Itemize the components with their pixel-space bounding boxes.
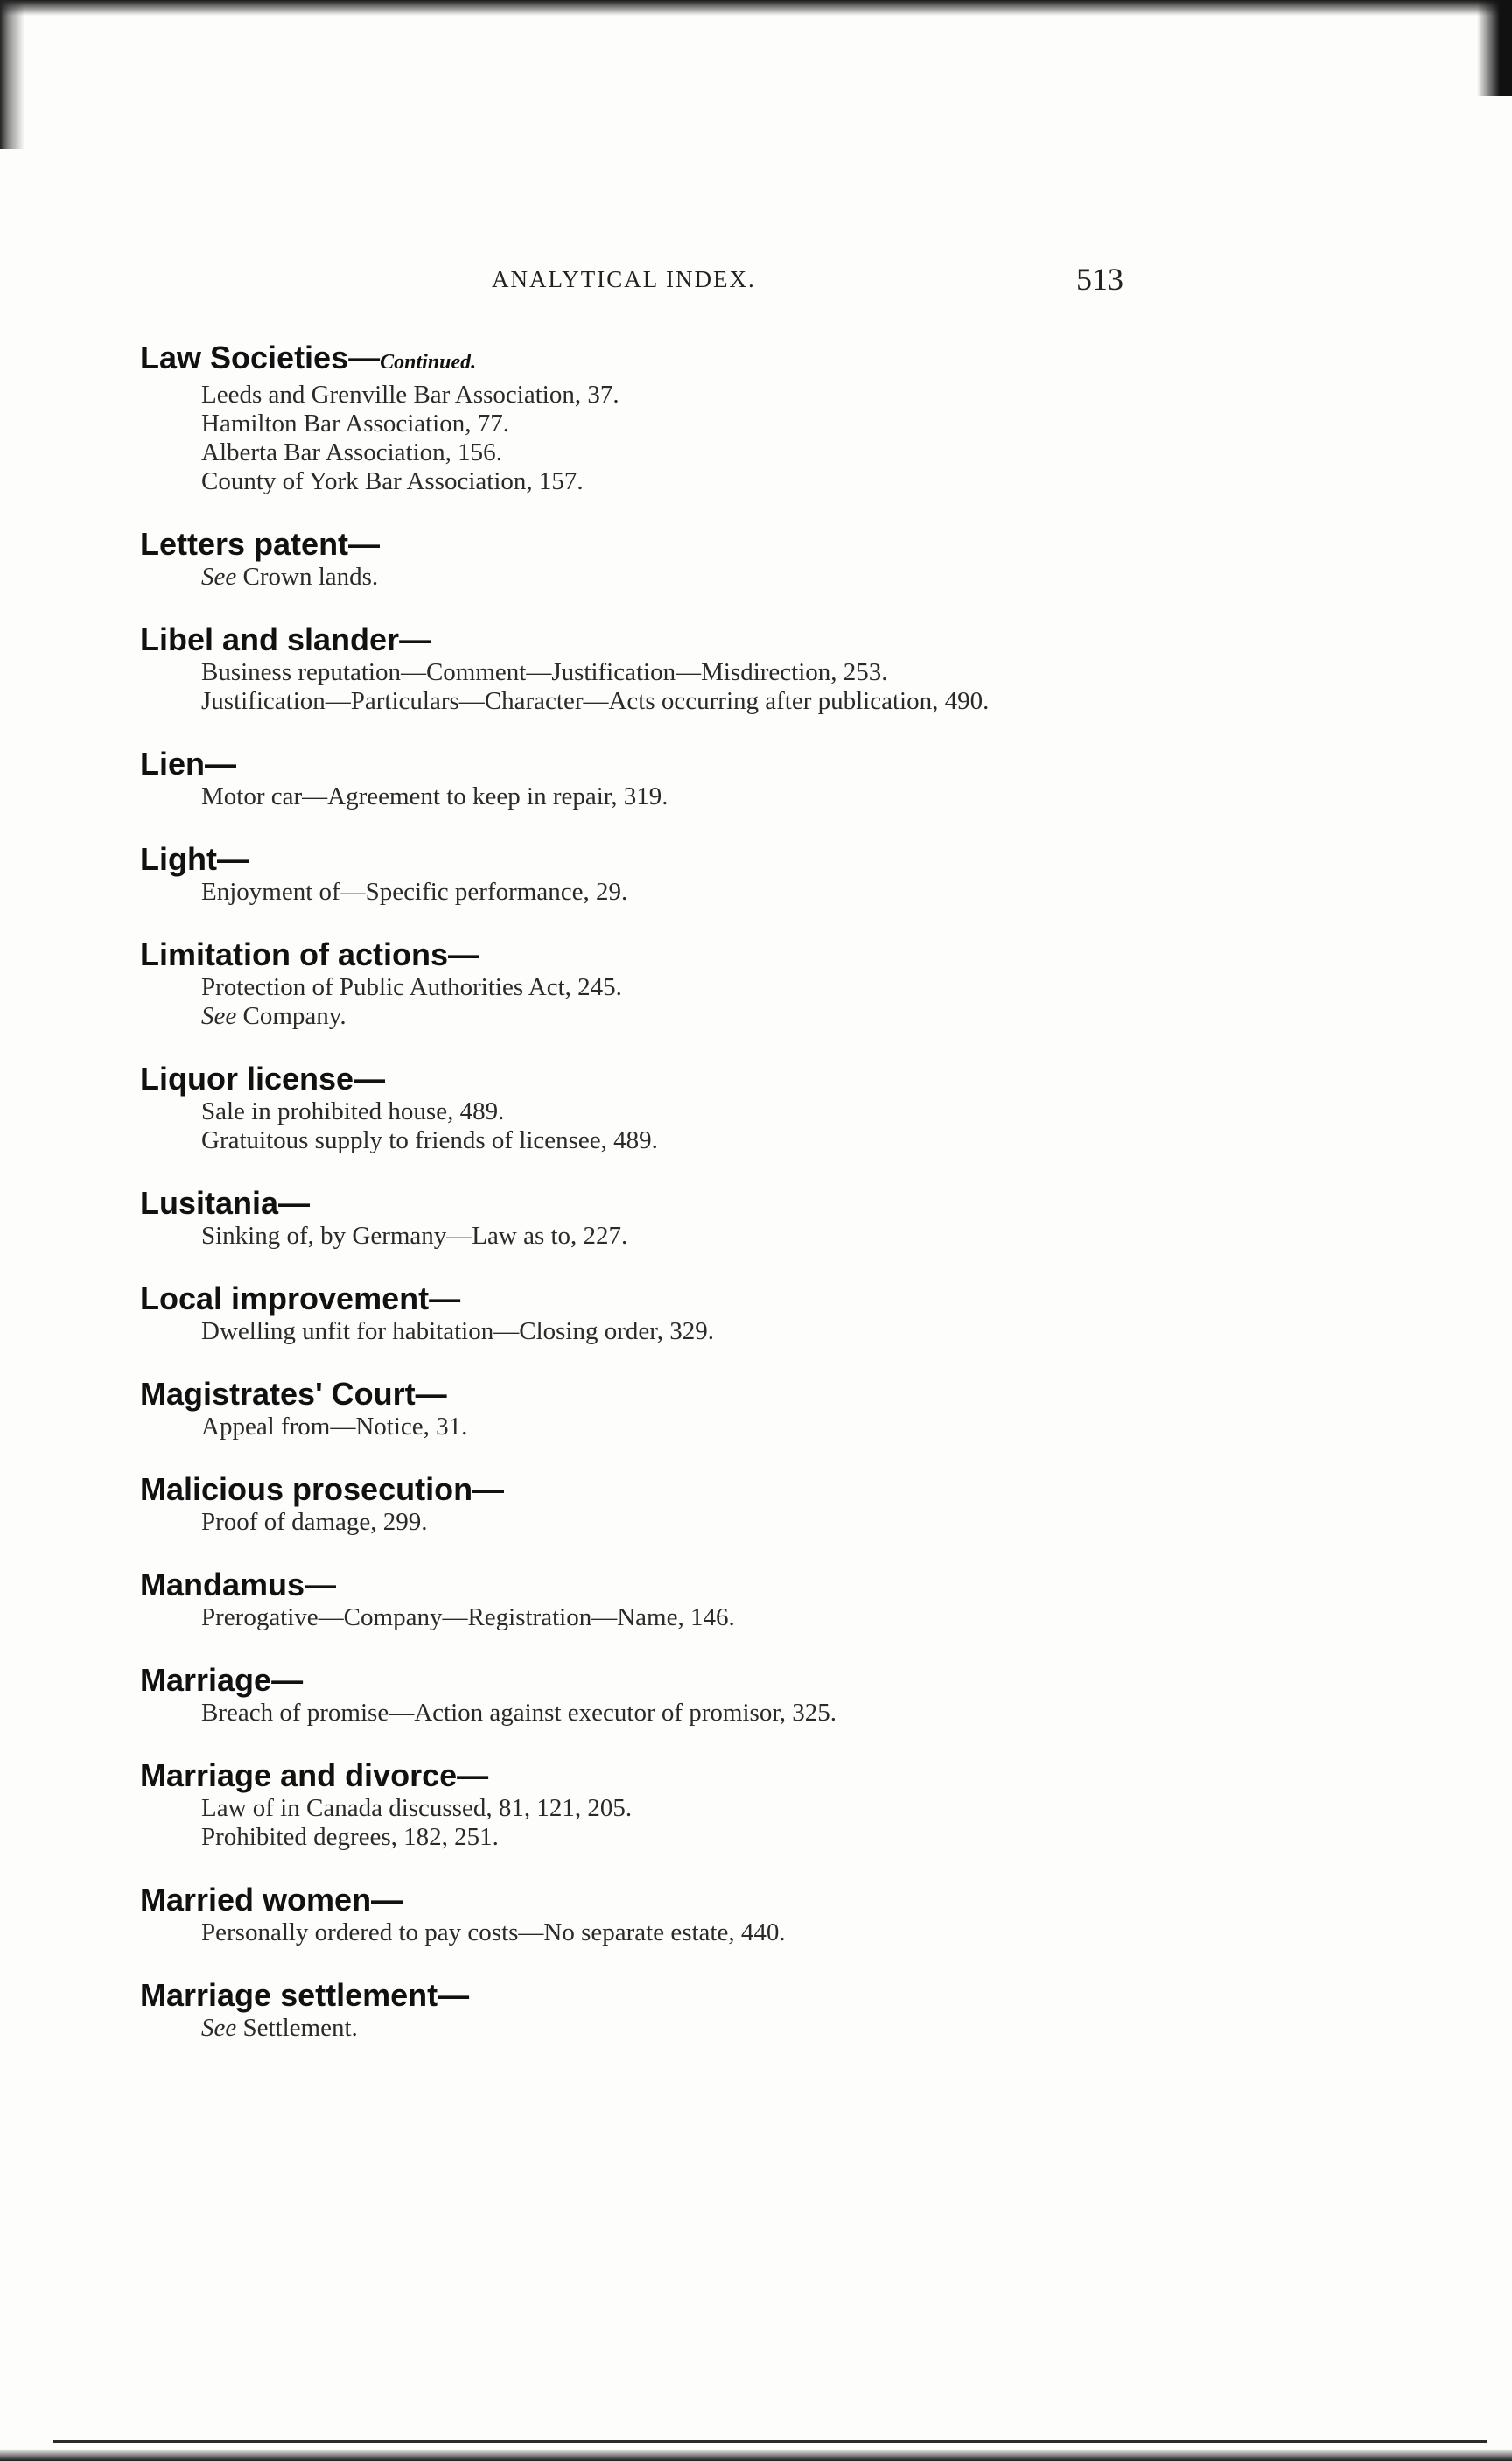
entry-subentries bbox=[201, 1603, 1146, 1632]
subentry: Business reputation—Comment—Justification—Misdirection, 253. bbox=[201, 658, 888, 686]
index-entry bbox=[140, 1882, 1146, 1947]
entry-subentries bbox=[201, 1413, 1146, 1441]
entry-heading: Marriage settlement— bbox=[140, 1977, 470, 2013]
continued-label: Continued. bbox=[380, 351, 477, 374]
entry-heading: Married women— bbox=[140, 1882, 403, 1918]
entry-heading: Lien— bbox=[140, 746, 237, 782]
index-entry bbox=[140, 621, 1146, 716]
index-entry bbox=[140, 1757, 1146, 1852]
entry-subentries bbox=[201, 973, 1146, 1031]
subentry: Dwelling unfit for habitation—Closing order, 329. bbox=[201, 1317, 715, 1345]
entry-subentries bbox=[201, 1317, 1146, 1346]
subentry bbox=[201, 2014, 1146, 2043]
entry-heading bbox=[140, 340, 1146, 381]
index-entry bbox=[140, 1280, 1146, 1346]
entry-heading: Limitation of actions— bbox=[140, 936, 480, 972]
entry-subentries bbox=[201, 1794, 1146, 1852]
see-reference: See bbox=[201, 1002, 237, 1030]
scan-edge-left bbox=[0, 0, 24, 149]
entry-subentries bbox=[201, 878, 1146, 907]
index-entry bbox=[140, 1977, 1146, 2043]
index-entry bbox=[140, 1376, 1146, 1441]
see-target: Crown lands. bbox=[236, 563, 379, 591]
subentry: Protection of Public Authorities Act, 245. bbox=[201, 973, 622, 1001]
entry-heading: Malicious prosecution— bbox=[140, 1471, 505, 1507]
see-reference: See bbox=[201, 2014, 237, 2042]
entry-heading: Marriage and divorce— bbox=[140, 1757, 489, 1793]
subentry: Prerogative—Company—Registration—Name, 146. bbox=[201, 1603, 735, 1631]
index-entry bbox=[140, 1185, 1146, 1251]
entry-subentries bbox=[201, 563, 1146, 592]
entry-heading: Local improvement— bbox=[140, 1280, 461, 1316]
scan-edge-top bbox=[0, 0, 1512, 16]
index-entry bbox=[140, 1662, 1146, 1728]
index-entry bbox=[140, 340, 1146, 496]
scan-edge-bottom bbox=[0, 2449, 1512, 2461]
entry-heading: Marriage— bbox=[140, 1662, 304, 1698]
index-list bbox=[140, 340, 1146, 2043]
index-entry bbox=[140, 1061, 1146, 1155]
index-entry bbox=[140, 1567, 1146, 1632]
entry-heading: Lusitania— bbox=[140, 1185, 311, 1221]
entry-subentries bbox=[201, 782, 1146, 811]
entry-heading: Mandamus— bbox=[140, 1567, 337, 1602]
entry-subentries bbox=[201, 1918, 1146, 1947]
entry-heading: Magistrates' Court— bbox=[140, 1376, 447, 1412]
index-entry bbox=[140, 841, 1146, 907]
entry-subentries bbox=[201, 1508, 1146, 1537]
entry-heading: Letters patent— bbox=[140, 526, 381, 562]
subentry: Law of in Canada discussed, 81, 121, 205. bbox=[201, 1794, 633, 1822]
subentry: Justification—Particulars—Character—Acts occurring after publication, 490. bbox=[201, 687, 990, 715]
see-target: Company. bbox=[236, 1002, 346, 1030]
entry-subentries bbox=[201, 658, 1146, 716]
subentry: Motor car—Agreement to keep in repair, 319. bbox=[201, 782, 668, 810]
subentry: Sale in prohibited house, 489. bbox=[201, 1097, 505, 1125]
see-target: Settlement. bbox=[236, 2014, 358, 2042]
entry-subentries bbox=[201, 2014, 1146, 2043]
subentry: Enjoyment of—Specific performance, 29. bbox=[201, 878, 628, 906]
entry-subentries bbox=[201, 1097, 1146, 1155]
index-entry bbox=[140, 936, 1146, 1031]
bottom-rule bbox=[52, 2440, 1488, 2443]
scan-edge-right bbox=[1477, 0, 1512, 96]
subentry: Alberta Bar Association, 156. bbox=[201, 438, 502, 466]
subentry bbox=[201, 563, 1146, 592]
index-entry bbox=[140, 746, 1146, 811]
index-entry bbox=[140, 1471, 1146, 1537]
see-reference: See bbox=[201, 563, 237, 591]
subentry: Hamilton Bar Association, 77. bbox=[201, 410, 509, 438]
index-entry bbox=[140, 526, 1146, 592]
subentry: Sinking of, by Germany—Law as to, 227. bbox=[201, 1222, 628, 1250]
subentry: Gratuitous supply to friends of licensee, 489. bbox=[201, 1126, 658, 1154]
subentry bbox=[201, 1002, 1146, 1031]
entry-heading: Liquor license— bbox=[140, 1061, 386, 1097]
subentry: Personally ordered to pay costs—No separate estate, 440. bbox=[201, 1918, 786, 1946]
entry-heading: Libel and slander— bbox=[140, 621, 431, 657]
running-head: ANALYTICAL INDEX. bbox=[492, 266, 756, 292]
subentry: Prohibited degrees, 182, 251. bbox=[201, 1823, 499, 1851]
heading-text: Law Societies— bbox=[140, 340, 381, 375]
subentry: Appeal from—Notice, 31. bbox=[201, 1413, 468, 1441]
entry-subentries bbox=[201, 381, 1146, 496]
entry-subentries bbox=[201, 1222, 1146, 1251]
entry-heading: Light— bbox=[140, 841, 248, 877]
page-number: 513 bbox=[1076, 262, 1124, 297]
entry-subentries bbox=[201, 1699, 1146, 1728]
subentry: Leeds and Grenville Bar Association, 37. bbox=[201, 381, 620, 409]
subentry: Proof of damage, 299. bbox=[201, 1508, 428, 1536]
subentry: County of York Bar Association, 157. bbox=[201, 467, 584, 495]
subentry: Breach of promise—Action against executor of promisor, 325. bbox=[201, 1699, 837, 1727]
